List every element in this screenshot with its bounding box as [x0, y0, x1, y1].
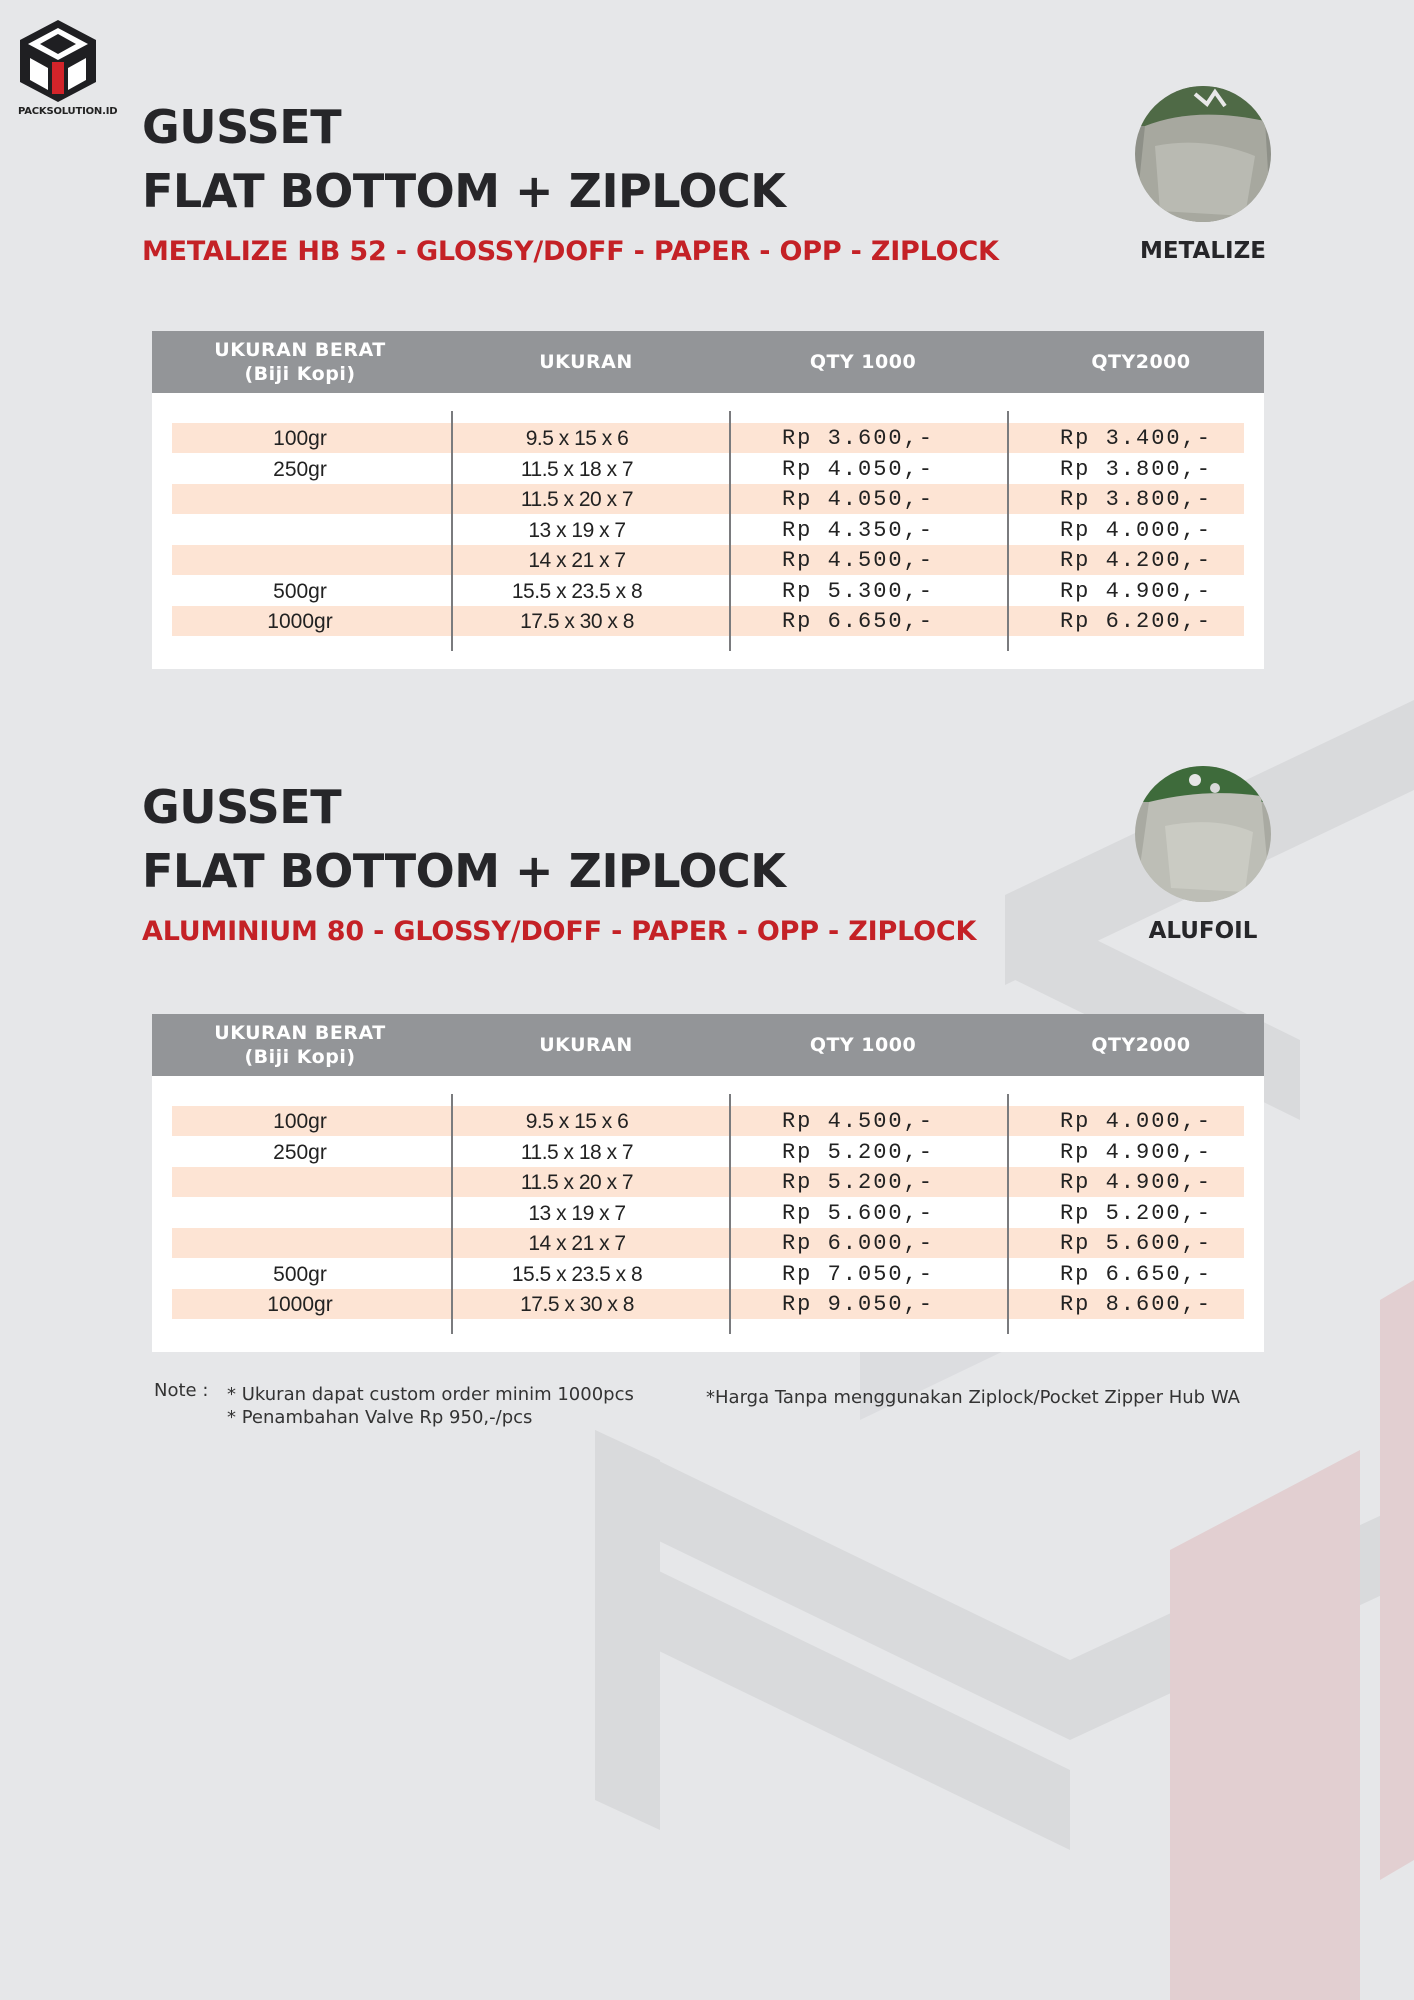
table-row: [172, 1106, 1244, 1136]
cell-weight: 1000gr: [267, 1293, 333, 1316]
cell-qty2000: Rp 4.900,-: [1059, 1139, 1213, 1165]
cell-qty2000: Rp 6.650,-: [1059, 1261, 1213, 1287]
cell-size: 15.5 x 23.5 x 8: [511, 579, 643, 603]
cell-weight: 250gr: [273, 457, 327, 481]
section-title-line1: GUSSET: [142, 100, 342, 154]
metalize-swatch-image: [1135, 86, 1271, 222]
column-header-size: UKURAN: [539, 351, 633, 373]
section-title-line1: GUSSET: [142, 780, 342, 834]
cell-qty2000: Rp 4.000,-: [1059, 1109, 1213, 1134]
cell-qty1000: Rp 3.600,-: [781, 426, 935, 451]
cell-weight: 500gr: [273, 1262, 327, 1286]
cell-size: 11.5 x 20 x 7: [520, 1171, 634, 1194]
column-divider: [729, 1094, 731, 1334]
cell-qty1000: Rp 9.050,-: [781, 1292, 935, 1317]
table-body: [152, 393, 1264, 669]
note-line: * Ukuran dapat custom order minim 1000pcs: [227, 1384, 634, 1405]
cell-weight: [172, 545, 428, 575]
table-row: [172, 423, 1244, 453]
cell-size: 14 x 21 x 7: [528, 549, 626, 572]
column-header-qty1000: QTY 1000: [809, 1034, 917, 1056]
logo-text: PACKSOLUTION.ID: [18, 106, 118, 117]
section-subtitle: ALUMINIUM 80 - GLOSSY/DOFF - PAPER - OPP - ZIPLOCK: [142, 916, 977, 947]
section-title-line2: FLAT BOTTOM + ZIPLOCK: [142, 844, 786, 898]
cell-size: 17.5 x 30 x 8: [520, 610, 634, 633]
note-label: Note :: [154, 1380, 209, 1401]
table-row: [172, 576, 1244, 606]
cell-qty1000: Rp 6.650,-: [781, 609, 935, 634]
column-header-qty2000: QTY2000: [1091, 351, 1191, 373]
cell-size: 14 x 21 x 7: [528, 1232, 626, 1255]
price-table-alufoil: [152, 1014, 1264, 1352]
column-divider: [1007, 1094, 1009, 1334]
table-row: [172, 1167, 1244, 1197]
cell-qty2000: Rp 3.800,-: [1059, 487, 1213, 512]
cell-weight: 100gr: [273, 1110, 327, 1133]
table-header: [152, 1014, 1264, 1076]
column-divider: [1007, 411, 1009, 651]
cell-qty1000: Rp 7.050,-: [781, 1261, 935, 1287]
notes: [154, 1380, 1264, 1440]
cell-size: 13 x 19 x 7: [528, 518, 626, 542]
cell-qty1000: Rp 4.500,-: [781, 548, 935, 573]
logo-icon: [18, 18, 98, 104]
cell-qty1000: Rp 4.350,-: [781, 517, 935, 543]
cell-size: 13 x 19 x 7: [528, 1201, 626, 1225]
cell-size: 9.5 x 15 x 6: [525, 1110, 629, 1133]
section-subtitle: METALIZE HB 52 - GLOSSY/DOFF - PAPER - OPP - ZIPLOCK: [142, 236, 999, 267]
cell-weight: [172, 484, 428, 514]
column-header-weight: UKURAN BERAT (Biji Kopi): [214, 1022, 386, 1068]
cell-qty2000: Rp 4.200,-: [1059, 548, 1213, 573]
cell-qty1000: Rp 6.000,-: [781, 1231, 935, 1256]
cell-weight: 1000gr: [267, 610, 333, 633]
cell-weight: [172, 1228, 428, 1258]
cell-qty1000: Rp 5.300,-: [781, 578, 935, 604]
column-header-weight: UKURAN BERAT (Biji Kopi): [214, 339, 386, 385]
table-row: [172, 1137, 1244, 1167]
swatch-label: METALIZE: [1140, 238, 1266, 264]
table-row: [172, 1228, 1244, 1258]
cell-size: 9.5 x 15 x 6: [525, 427, 629, 450]
cell-qty2000: Rp 4.000,-: [1059, 517, 1213, 543]
cell-qty2000: Rp 5.600,-: [1059, 1231, 1213, 1256]
cell-weight: [172, 515, 428, 545]
price-table-metalize: [152, 331, 1264, 669]
column-header-qty1000: QTY 1000: [809, 351, 917, 373]
cell-weight: 100gr: [273, 427, 327, 450]
cell-qty1000: Rp 5.200,-: [781, 1170, 935, 1195]
cell-qty1000: Rp 4.500,-: [781, 1109, 935, 1134]
table-row: [172, 606, 1244, 636]
brand-logo: [18, 18, 118, 117]
table-row: [172, 515, 1244, 545]
section-title-line2: FLAT BOTTOM + ZIPLOCK: [142, 164, 786, 218]
swatch-label: ALUFOIL: [1148, 918, 1258, 944]
cell-qty2000: Rp 3.400,-: [1059, 426, 1213, 451]
cell-size: 11.5 x 20 x 7: [520, 488, 634, 511]
column-divider: [729, 411, 731, 651]
cell-weight: 250gr: [273, 1140, 327, 1164]
column-header-qty2000: QTY2000: [1091, 1034, 1191, 1056]
cell-qty2000: Rp 4.900,-: [1059, 578, 1213, 604]
cell-qty2000: Rp 5.200,-: [1059, 1200, 1213, 1226]
table-row: [172, 484, 1244, 514]
cell-weight: [172, 1167, 428, 1197]
cell-size: 11.5 x 18 x 7: [520, 457, 634, 481]
table-body: [152, 1076, 1264, 1352]
table-row: [172, 1259, 1244, 1289]
table-header: [152, 331, 1264, 393]
table-row: [172, 1198, 1244, 1228]
cell-qty2000: Rp 8.600,-: [1059, 1292, 1213, 1317]
alufoil-swatch-image: [1135, 766, 1271, 902]
cell-size: 11.5 x 18 x 7: [520, 1140, 634, 1164]
table-row: [172, 1289, 1244, 1319]
note-lines: [227, 1383, 634, 1429]
column-divider: [451, 411, 453, 651]
cell-qty2000: Rp 6.200,-: [1059, 609, 1213, 634]
table-row: [172, 454, 1244, 484]
cell-qty1000: Rp 4.050,-: [781, 487, 935, 512]
cell-qty1000: Rp 4.050,-: [781, 456, 935, 482]
cell-qty2000: Rp 4.900,-: [1059, 1170, 1213, 1195]
cell-size: 17.5 x 30 x 8: [520, 1293, 634, 1316]
cell-qty2000: Rp 3.800,-: [1059, 456, 1213, 482]
cell-qty1000: Rp 5.600,-: [781, 1200, 935, 1226]
column-header-size: UKURAN: [539, 1034, 633, 1056]
note-line: * Penambahan Valve Rp 950,-/pcs: [227, 1407, 533, 1428]
cell-weight: 500gr: [273, 579, 327, 603]
cell-weight: [172, 1198, 428, 1228]
column-divider: [451, 1094, 453, 1334]
cell-qty1000: Rp 5.200,-: [781, 1139, 935, 1165]
cell-size: 15.5 x 23.5 x 8: [511, 1262, 643, 1286]
note-price-remark: *Harga Tanpa menggunakan Ziplock/Pocket Zipper Hub WA: [706, 1387, 1240, 1408]
table-row: [172, 545, 1244, 575]
